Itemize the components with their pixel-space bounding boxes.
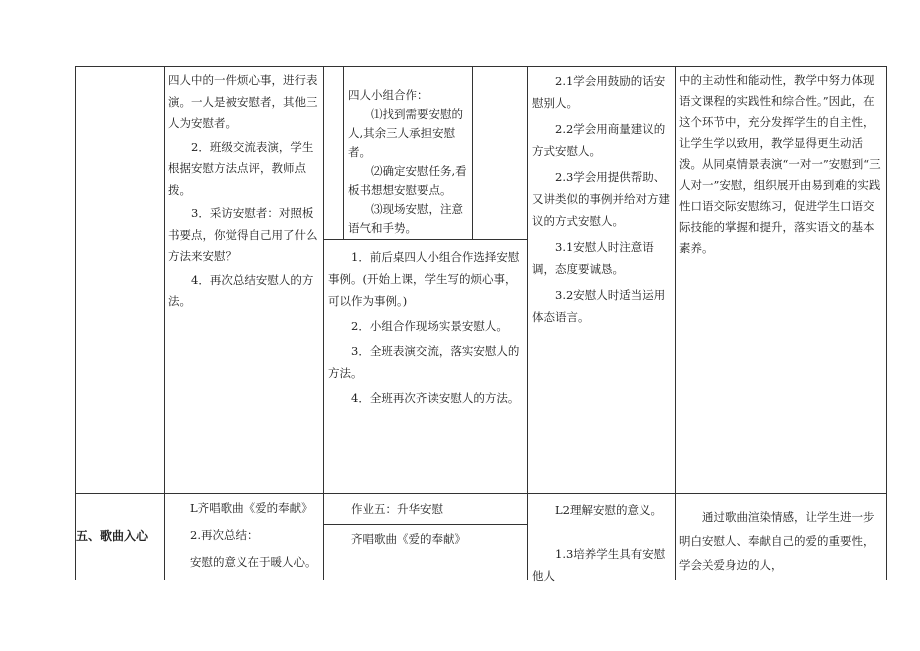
intent-text: 中的主动性和能动性，教学中努力体现语文课程的实践性和综合性。”因此，在这个环节中，充分发挥学生的自主性，让学生学以致用，教学显得更生动活泼。从同桌情景表演“一对一”安慰到“三人对一”安慰，组织展开由易到难的实践性口语交际安慰练习，促进学生口语交际技能的掌握和提升，落实语文的基本素养。 [679,73,881,255]
col-divider-2 [323,66,324,580]
activity-cell-row1 [328,246,524,409]
table-right-border [886,66,887,580]
activity-title: 四人小组合作： [348,88,429,102]
goal-item: 1.3培养学生具有安慰他人 [532,547,666,583]
intent-text: 通过歌曲渲染情感，让学生进一步明白安慰人、奉献自己的爱的重要性，学会关爱身边的人， [679,510,875,572]
inner-box-top [343,66,472,67]
goal-item: 2.2学会用商量建议的方式安慰人。 [532,122,666,158]
activity-subdivider [323,239,527,240]
process-text: 4．再次总结安慰人的方法。 [168,272,314,308]
goals-cell-row1 [532,70,674,328]
intent-cell-row2 [679,505,884,577]
goal-item: L2理解安慰的意义。 [555,503,662,517]
col-divider-1 [164,66,165,580]
inner-box-left [343,66,344,239]
activity-title: 作业五：升华安慰 [351,502,443,516]
activity-item: ⑶现场安慰，注意语气和手势。 [348,202,463,235]
activity-item: ⑵确定安慰任务,看板书想想安慰要点。 [348,164,467,197]
process-cell-row1 [168,70,321,313]
stage-label: 五、歌曲入心 [76,529,149,543]
process-cell-row2 [190,496,322,574]
intent-cell-row1 [679,70,884,259]
table-top-border [75,66,887,67]
inner-box-right [472,66,473,239]
process-text: 2．班级交流表演，学生根据安慰方法点评，教师点拨。 [168,139,314,197]
goal-item: 2.3学会用提供帮助、又讲类似的事例并给对方建议的方式安慰人。 [532,170,670,228]
process-text: 四人中的一件烦心事，进行表演。一人是被安慰者，其他三人为安慰者。 [168,73,318,130]
activity-step: 2．小组合作现场实景安慰人。 [351,319,508,333]
process-text: 3．采访安慰者：对照板书要点，你觉得自己用了什么方法来安慰？ [168,206,318,263]
process-text: 2.再次总结： [190,528,259,542]
activity-box-row1 [348,86,468,238]
goals-cell-row2 [532,499,674,587]
activity-step: 1．前后桌四人小组合作选择安慰事例。(开始上课，学生写的烦心事，可以作为事例。) [328,250,520,308]
goal-item: 3.2安慰人时适当运用体态语言。 [532,288,666,324]
goal-item: 3.1安慰人时注意语调，态度要诚恳。 [532,240,654,276]
activity-step: 3．全班表演交流，落实安慰人的方法。 [328,344,520,380]
activity-step: 齐唱歌曲《爱的奉献》 [351,531,466,546]
activity-cell-row2 [328,499,524,550]
col-divider-4 [675,66,676,580]
process-text: L齐唱歌曲《爱的奉献》 [190,501,313,515]
table-left-border [75,66,76,580]
row-divider [75,493,887,494]
process-text: 安慰的意义在于暖人心。 [190,555,317,569]
col-divider-3 [527,66,528,580]
activity-item: ⑴找到需要安慰的人,其余三人承担安慰者。 [348,107,463,159]
goal-item: 2.1学会用鼓励的话安慰别人。 [532,74,666,110]
activity-step: 4．全班再次齐读安慰人的方法。 [351,391,520,405]
